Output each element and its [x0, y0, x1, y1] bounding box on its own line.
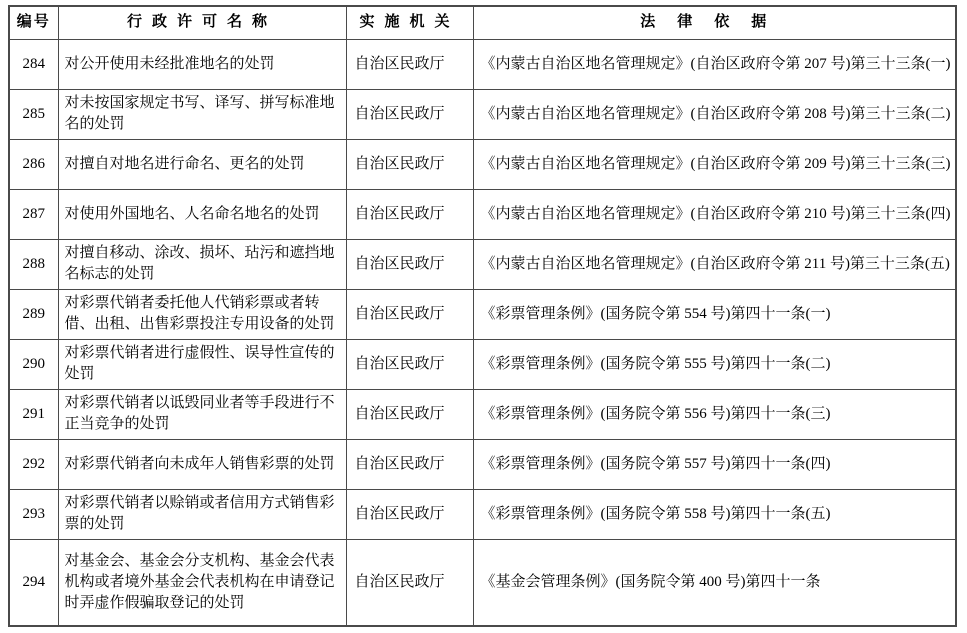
row-number-cell: 293	[9, 489, 58, 539]
license-name-cell: 对彩票代销者委托他人代销彩票或者转借、出租、出售彩票投注专用设备的处罚	[58, 289, 346, 339]
row-number-cell: 294	[9, 539, 58, 626]
column-header-license-name-label: 行政许可名称	[126, 14, 277, 31]
license-name-cell: 对彩票代销者以赊销或者信用方式销售彩票的处罚	[58, 489, 346, 539]
agency-cell: 自治区民政厅	[346, 439, 473, 489]
license-name-cell: 对彩票代销者进行虚假性、误导性宣传的处罚	[58, 339, 346, 389]
agency-cell: 自治区民政厅	[346, 489, 473, 539]
agency-cell: 自治区民政厅	[346, 289, 473, 339]
row-number-cell: 286	[9, 139, 58, 189]
row-number-cell: 289	[9, 289, 58, 339]
column-header-agency-label: 实施机关	[359, 14, 460, 31]
column-header-license-name	[58, 6, 346, 39]
row-number-cell: 291	[9, 389, 58, 439]
license-name-cell: 对未按国家规定书写、译写、拼写标准地名的处罚	[58, 89, 346, 139]
license-name-cell: 对彩票代销者以诋毁同业者等手段进行不正当竞争的处罚	[58, 389, 346, 439]
agency-cell: 自治区民政厅	[346, 139, 473, 189]
table-row	[9, 39, 956, 89]
license-name-cell: 对擅自移动、涂改、损坏、玷污和遮挡地名标志的处罚	[58, 239, 346, 289]
agency-cell: 自治区民政厅	[346, 39, 473, 89]
column-header-legal-basis-label: 法律依据	[640, 14, 789, 31]
license-name-cell: 对公开使用未经批准地名的处罚	[58, 39, 346, 89]
table-row	[9, 339, 956, 389]
legal-basis-cell: 《基金会管理条例》(国务院令第 400 号)第四十一条	[473, 539, 956, 626]
header-row	[9, 6, 956, 39]
row-number-cell: 285	[9, 89, 58, 139]
table-body	[9, 39, 956, 626]
legal-basis-cell: 《内蒙古自治区地名管理规定》(自治区政府令第 207 号)第三十三条(一)	[473, 39, 956, 89]
legal-basis-cell: 《彩票管理条例》(国务院令第 554 号)第四十一条(一)	[473, 289, 956, 339]
column-header-agency	[346, 6, 473, 39]
table-row	[9, 189, 956, 239]
column-header-number-label: 编号	[16, 14, 51, 31]
agency-cell: 自治区民政厅	[346, 189, 473, 239]
row-number-cell: 292	[9, 439, 58, 489]
legal-basis-cell: 《内蒙古自治区地名管理规定》(自治区政府令第 210 号)第三十三条(四)	[473, 189, 956, 239]
agency-cell: 自治区民政厅	[346, 339, 473, 389]
agency-cell: 自治区民政厅	[346, 389, 473, 439]
agency-cell: 自治区民政厅	[346, 239, 473, 289]
agency-cell: 自治区民政厅	[346, 539, 473, 626]
agency-cell: 自治区民政厅	[346, 89, 473, 139]
legal-basis-cell: 《内蒙古自治区地名管理规定》(自治区政府令第 211 号)第三十三条(五)	[473, 239, 956, 289]
table-row	[9, 489, 956, 539]
table-row	[9, 239, 956, 289]
column-header-legal-basis	[473, 6, 956, 39]
table-row	[9, 89, 956, 139]
legal-basis-cell: 《彩票管理条例》(国务院令第 556 号)第四十一条(三)	[473, 389, 956, 439]
table-row	[9, 289, 956, 339]
legal-basis-cell: 《内蒙古自治区地名管理规定》(自治区政府令第 208 号)第三十三条(二)	[473, 89, 956, 139]
license-name-cell: 对彩票代销者向未成年人销售彩票的处罚	[58, 439, 346, 489]
row-number-cell: 287	[9, 189, 58, 239]
license-name-cell: 对擅自对地名进行命名、更名的处罚	[58, 139, 346, 189]
column-header-number	[9, 6, 58, 39]
license-name-cell: 对使用外国地名、人名命名地名的处罚	[58, 189, 346, 239]
table-row	[9, 139, 956, 189]
legal-basis-cell: 《彩票管理条例》(国务院令第 558 号)第四十一条(五)	[473, 489, 956, 539]
legal-basis-cell: 《彩票管理条例》(国务院令第 555 号)第四十一条(二)	[473, 339, 956, 389]
table-row	[9, 439, 956, 489]
row-number-cell: 288	[9, 239, 58, 289]
table-row	[9, 389, 956, 439]
row-number-cell: 284	[9, 39, 58, 89]
administrative-permit-table	[8, 5, 957, 627]
table-row	[9, 539, 956, 626]
license-name-cell: 对基金会、基金会分支机构、基金会代表机构或者境外基金会代表机构在申请登记时弄虚作假骗取登记的处罚	[58, 539, 346, 626]
legal-basis-cell: 《彩票管理条例》(国务院令第 557 号)第四十一条(四)	[473, 439, 956, 489]
legal-basis-cell: 《内蒙古自治区地名管理规定》(自治区政府令第 209 号)第三十三条(三)	[473, 139, 956, 189]
row-number-cell: 290	[9, 339, 58, 389]
